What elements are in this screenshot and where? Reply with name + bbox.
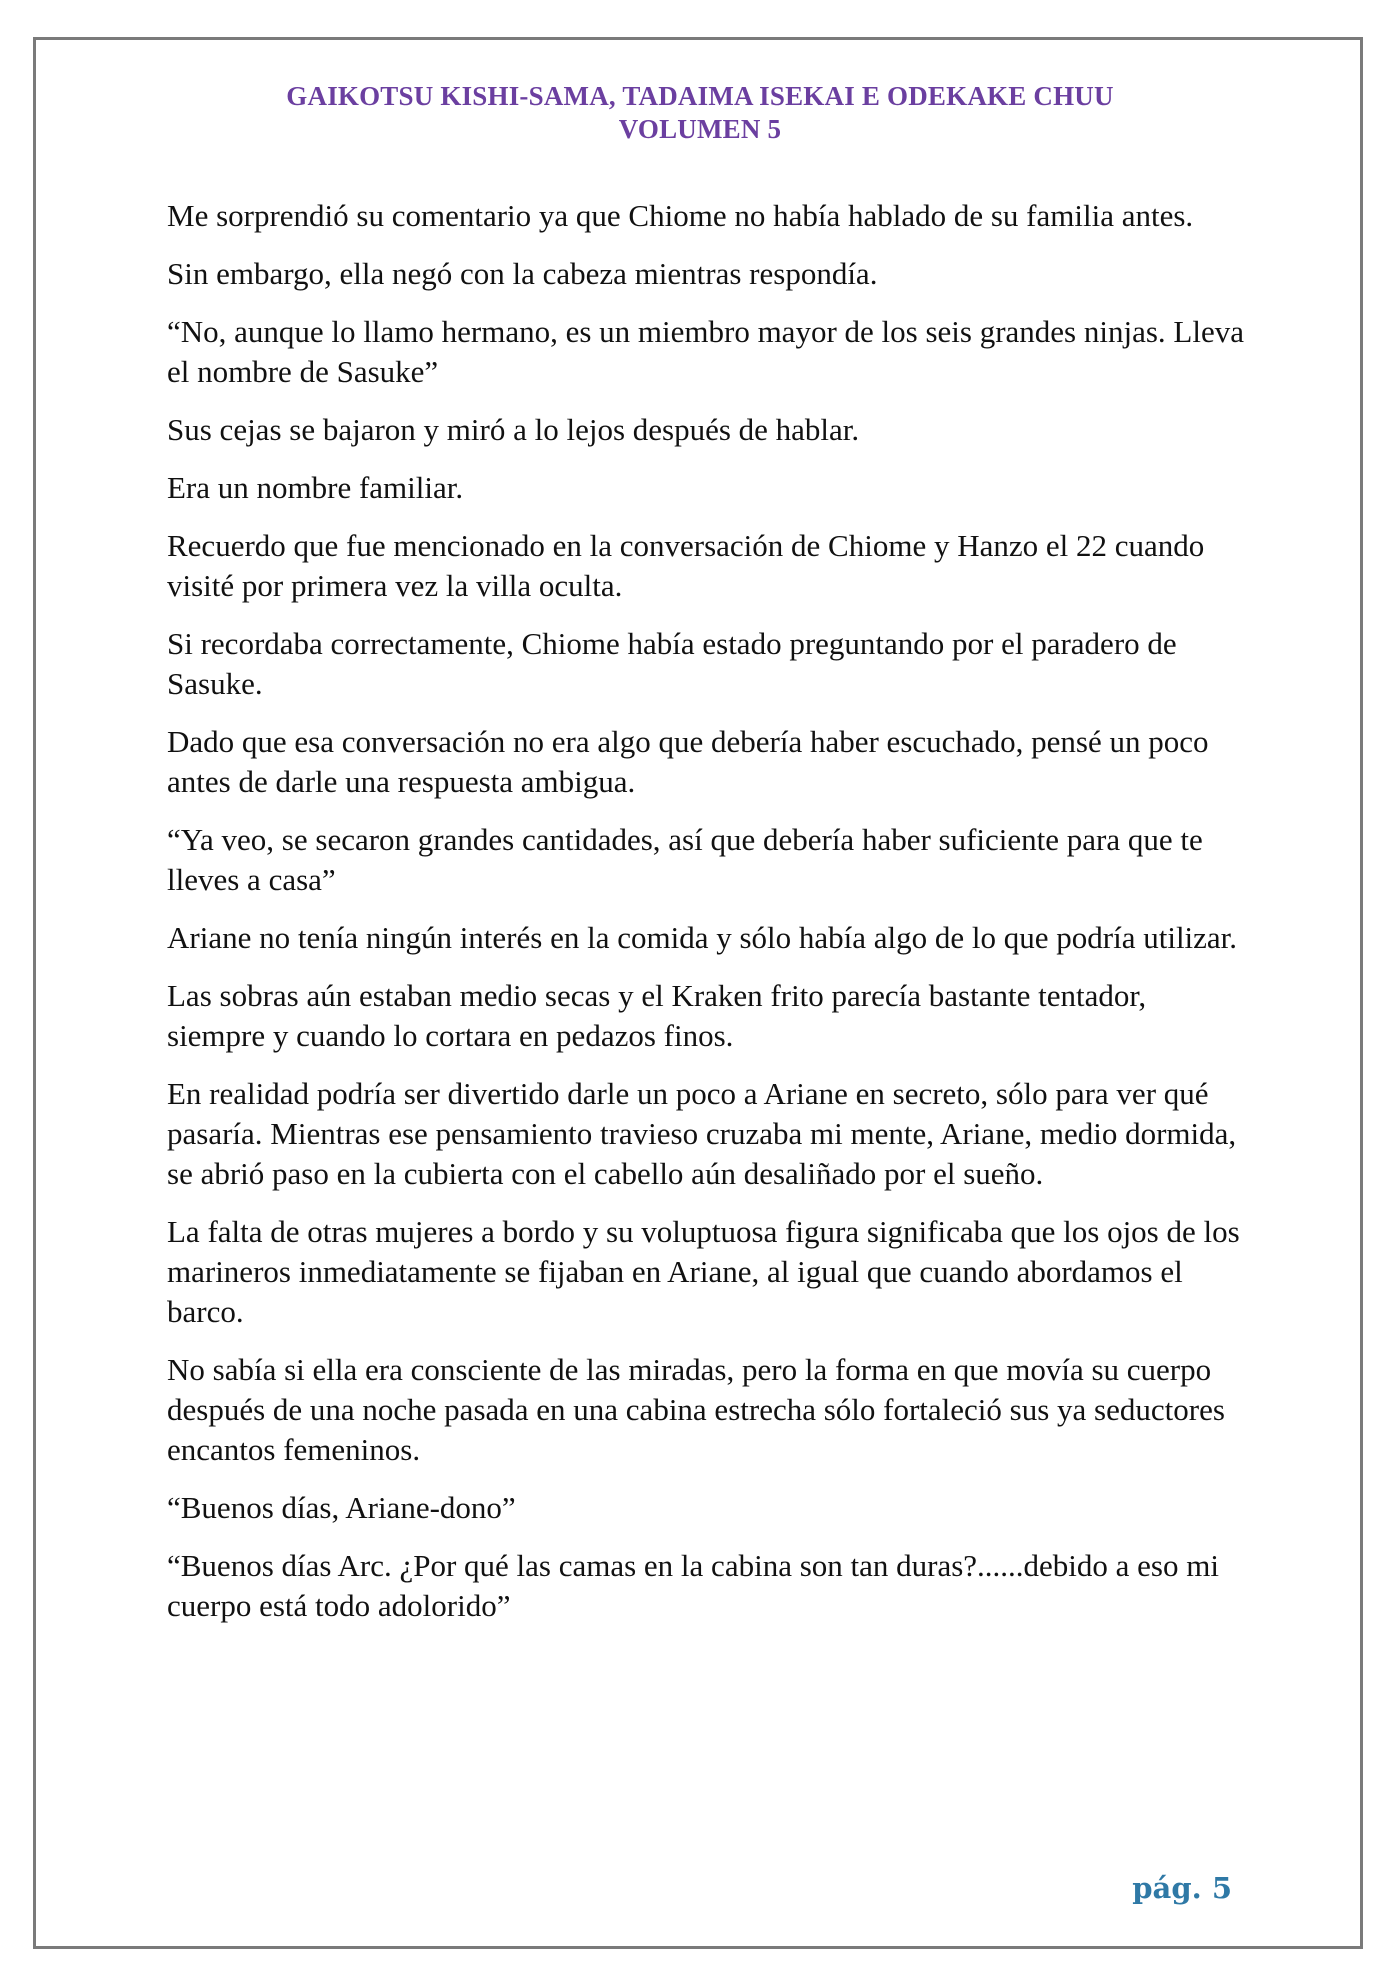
- paragraph: Recuerdo que fue mencionado en la conversación de Chiome y Hanzo el 22 cuando visité por primera vez la villa oculta.: [167, 528, 1205, 603]
- paragraph: En realidad podría ser divertido darle un poco a Ariane en secreto, sólo para ver qué pasaría. Mientras ese pensamiento travieso cruzaba mi mente, Ariane, medio dormida, se abrió paso en la cubierta con el cabello aún desaliñado por el sueño.: [167, 1076, 1237, 1191]
- body-text: [167, 196, 1247, 1644]
- paragraph: “Buenos días Arc. ¿Por qué las camas en la cabina son tan duras?......debido a eso mi cuerpo está todo adolorido”: [167, 1548, 1219, 1623]
- page-number: pág. 5: [1132, 1871, 1232, 1905]
- paragraph: Me sorprendió su comentario ya que Chiome no había hablado de su familia antes.: [167, 198, 1194, 233]
- paragraph: “Ya veo, se secaron grandes cantidades, así que debería haber suficiente para que te lleves a casa”: [167, 822, 1203, 897]
- paragraph: Sus cejas se bajaron y miró a lo lejos después de hablar.: [167, 412, 860, 447]
- paragraph: Dado que esa conversación no era algo que debería haber escuchado, pensé un poco antes de darle una respuesta ambigua.: [167, 724, 1209, 799]
- paragraph: “Buenos días, Ariane-dono”: [167, 1490, 516, 1525]
- book-title: GAIKOTSU KISHI-SAMA, TADAIMA ISEKAI E ODEKAKE CHUU: [286, 81, 1114, 111]
- paragraph: Las sobras aún estaban medio secas y el Kraken frito parecía bastante tentador, siempre y cuando lo cortara en pedazos finos.: [167, 978, 1147, 1053]
- paragraph: Ariane no tenía ningún interés en la comida y sólo había algo de lo que podría utilizar.: [167, 920, 1238, 955]
- paragraph: No sabía si ella era consciente de las miradas, pero la forma en que movía su cuerpo después de una noche pasada en una cabina estrecha sólo fortaleció sus ya seductores encantos femeninos.: [167, 1352, 1225, 1467]
- volume-label: VOLUMEN 5: [618, 114, 782, 144]
- paragraph: Si recordaba correctamente, Chiome había estado preguntando por el paradero de Sasuke.: [167, 626, 1177, 701]
- paragraph: Era un nombre familiar.: [167, 470, 464, 505]
- paragraph: Sin embargo, ella negó con la cabeza mientras respondía.: [167, 256, 878, 291]
- page-header: [0, 80, 1400, 146]
- paragraph: “No, aunque lo llamo hermano, es un miembro mayor de los seis grandes ninjas. Lleva el nombre de Sasuke”: [167, 314, 1244, 389]
- paragraph: La falta de otras mujeres a bordo y su voluptuosa figura significaba que los ojos de los marineros inmediatamente se fijaban en Ariane, al igual que cuando abordamos el barco.: [167, 1214, 1240, 1329]
